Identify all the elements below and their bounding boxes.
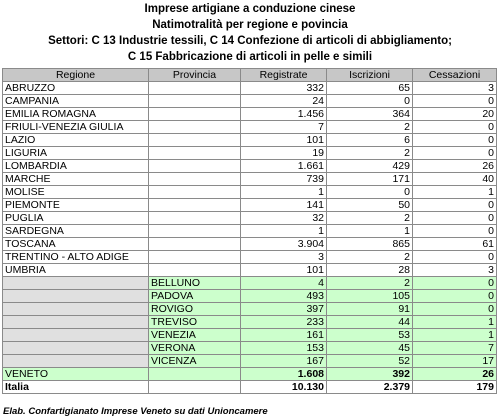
- table-row: [3, 108, 497, 121]
- registrate-cell: 1: [241, 225, 327, 238]
- iscrizioni-cell: 91: [327, 303, 413, 316]
- registrate-cell: 1.608: [241, 368, 327, 381]
- iscrizioni-cell: 53: [327, 329, 413, 342]
- iscrizioni-cell: 52: [327, 355, 413, 368]
- cessazioni-cell: 0: [413, 134, 497, 147]
- regione-cell: TOSCANA: [3, 238, 149, 251]
- registrate-cell: 3: [241, 251, 327, 264]
- provincia-cell: BELLUNO: [149, 277, 241, 290]
- table-row: [3, 147, 497, 160]
- registrate-cell: 3.904: [241, 238, 327, 251]
- column-header-provincia: Provincia: [149, 69, 241, 82]
- regione-cell: [3, 277, 149, 290]
- registrate-cell: 24: [241, 95, 327, 108]
- regione-cell: MOLISE: [3, 186, 149, 199]
- iscrizioni-cell: 2: [327, 212, 413, 225]
- table-row: [3, 186, 497, 199]
- cessazioni-cell: 0: [413, 147, 497, 160]
- iscrizioni-cell: 0: [327, 95, 413, 108]
- cessazioni-cell: 7: [413, 342, 497, 355]
- registrate-cell: 4: [241, 277, 327, 290]
- cessazioni-cell: 0: [413, 251, 497, 264]
- registrate-cell: 101: [241, 264, 327, 277]
- table-row: [3, 160, 497, 173]
- iscrizioni-cell: 2: [327, 251, 413, 264]
- iscrizioni-cell: 429: [327, 160, 413, 173]
- source-footnote: Elab. Confartigianato Imprese Veneto su dati Unioncamere: [3, 406, 268, 417]
- veneto-province-row: [3, 329, 497, 342]
- iscrizioni-cell: 6: [327, 134, 413, 147]
- iscrizioni-cell: 2.379: [327, 381, 413, 394]
- table-row: [3, 199, 497, 212]
- cessazioni-cell: 0: [413, 95, 497, 108]
- table-row: [3, 121, 497, 134]
- iscrizioni-cell: 2: [327, 277, 413, 290]
- provincia-cell: [149, 95, 241, 108]
- veneto-province-row: [3, 342, 497, 355]
- cessazioni-cell: 61: [413, 238, 497, 251]
- veneto-province-row: [3, 290, 497, 303]
- registrate-cell: 10.130: [241, 381, 327, 394]
- title-line-4: C 15 Fabbricazione di articoli in pelle e simili: [127, 51, 373, 63]
- iscrizioni-cell: 865: [327, 238, 413, 251]
- table-row: [3, 238, 497, 251]
- cessazioni-cell: 1: [413, 186, 497, 199]
- iscrizioni-cell: 45: [327, 342, 413, 355]
- provincia-cell: [149, 225, 241, 238]
- regione-cell: [3, 303, 149, 316]
- regione-cell: PUGLIA: [3, 212, 149, 225]
- cessazioni-cell: 17: [413, 355, 497, 368]
- cessazioni-cell: 3: [413, 82, 497, 95]
- provincia-cell: [149, 381, 241, 394]
- title-line-1: Imprese artigiane a conduzione cinese: [144, 3, 356, 15]
- provincia-cell: [149, 186, 241, 199]
- regione-cell: LAZIO: [3, 134, 149, 147]
- registrate-cell: 153: [241, 342, 327, 355]
- regione-cell: MARCHE: [3, 173, 149, 186]
- cessazioni-cell: 0: [413, 303, 497, 316]
- cessazioni-cell: 0: [413, 290, 497, 303]
- table-row: [3, 251, 497, 264]
- column-header-iscrizioni: Iscrizioni: [327, 69, 413, 82]
- regione-cell: PIEMONTE: [3, 199, 149, 212]
- registrate-cell: 1.661: [241, 160, 327, 173]
- registrate-cell: 101: [241, 134, 327, 147]
- provincia-cell: VICENZA: [149, 355, 241, 368]
- cessazioni-cell: 26: [413, 160, 497, 173]
- iscrizioni-cell: 50: [327, 199, 413, 212]
- veneto-province-row: [3, 355, 497, 368]
- registrate-cell: 141: [241, 199, 327, 212]
- iscrizioni-cell: 28: [327, 264, 413, 277]
- column-header-registrate: Registrate: [241, 69, 327, 82]
- iscrizioni-cell: 1: [327, 225, 413, 238]
- cessazioni-cell: 40: [413, 173, 497, 186]
- provincia-cell: [149, 368, 241, 381]
- provincia-cell: [149, 134, 241, 147]
- iscrizioni-cell: 65: [327, 82, 413, 95]
- iscrizioni-cell: 105: [327, 290, 413, 303]
- report-title-block: [0, 0, 500, 65]
- cessazioni-cell: 0: [413, 212, 497, 225]
- header-row: [3, 69, 497, 82]
- registrate-cell: 493: [241, 290, 327, 303]
- provincia-cell: [149, 82, 241, 95]
- regione-cell: LIGURIA: [3, 147, 149, 160]
- provincia-cell: [149, 173, 241, 186]
- registrate-cell: 397: [241, 303, 327, 316]
- column-header-cessazioni: Cessazioni: [413, 69, 497, 82]
- table-row: [3, 95, 497, 108]
- provincia-cell: [149, 238, 241, 251]
- cessazioni-cell: 0: [413, 121, 497, 134]
- table-row: [3, 173, 497, 186]
- table-body: [3, 82, 497, 394]
- regione-cell: [3, 329, 149, 342]
- cessazioni-cell: 26: [413, 368, 497, 381]
- cessazioni-cell: 1: [413, 316, 497, 329]
- regione-cell: CAMPANIA: [3, 95, 149, 108]
- registrate-cell: 167: [241, 355, 327, 368]
- regione-cell: SARDEGNA: [3, 225, 149, 238]
- italia-total-row: [3, 381, 497, 394]
- regione-cell: VENETO: [3, 368, 149, 381]
- provincia-cell: PADOVA: [149, 290, 241, 303]
- provincia-cell: [149, 199, 241, 212]
- provincia-cell: [149, 212, 241, 225]
- registrate-cell: 233: [241, 316, 327, 329]
- title-line-3: Settori: C 13 Industrie tessili, C 14 Confezione di articoli di abbigliamento;: [48, 35, 452, 47]
- provincia-cell: [149, 108, 241, 121]
- veneto-province-row: [3, 277, 497, 290]
- table-row: [3, 225, 497, 238]
- provincia-cell: TREVISO: [149, 316, 241, 329]
- provincia-cell: [149, 160, 241, 173]
- cessazioni-cell: 0: [413, 225, 497, 238]
- regione-cell: [3, 355, 149, 368]
- registrate-cell: 7: [241, 121, 327, 134]
- registrate-cell: 32: [241, 212, 327, 225]
- cessazioni-cell: 20: [413, 108, 497, 121]
- table-row: [3, 264, 497, 277]
- column-header-regione: Regione: [3, 69, 149, 82]
- provincia-cell: VERONA: [149, 342, 241, 355]
- regione-cell: [3, 316, 149, 329]
- data-table: [2, 68, 497, 394]
- provincia-cell: [149, 121, 241, 134]
- registrate-cell: 19: [241, 147, 327, 160]
- iscrizioni-cell: 44: [327, 316, 413, 329]
- iscrizioni-cell: 171: [327, 173, 413, 186]
- regione-cell: Italia: [3, 381, 149, 394]
- provincia-cell: [149, 147, 241, 160]
- cessazioni-cell: 179: [413, 381, 497, 394]
- veneto-province-row: [3, 316, 497, 329]
- iscrizioni-cell: 2: [327, 147, 413, 160]
- table-row: [3, 82, 497, 95]
- table-row: [3, 212, 497, 225]
- cessazioni-cell: 0: [413, 199, 497, 212]
- provincia-cell: [149, 264, 241, 277]
- regione-cell: LOMBARDIA: [3, 160, 149, 173]
- cessazioni-cell: 1: [413, 329, 497, 342]
- iscrizioni-cell: 0: [327, 186, 413, 199]
- regione-cell: FRIULI-VENEZIA GIULIA: [3, 121, 149, 134]
- iscrizioni-cell: 2: [327, 121, 413, 134]
- regione-cell: [3, 342, 149, 355]
- regione-cell: UMBRIA: [3, 264, 149, 277]
- provincia-cell: ROVIGO: [149, 303, 241, 316]
- cessazioni-cell: 3: [413, 264, 497, 277]
- veneto-total-row: [3, 368, 497, 381]
- registrate-cell: 1: [241, 186, 327, 199]
- regione-cell: [3, 290, 149, 303]
- regione-cell: TRENTINO - ALTO ADIGE: [3, 251, 149, 264]
- regione-cell: ABRUZZO: [3, 82, 149, 95]
- table-row: [3, 134, 497, 147]
- regione-cell: EMILIA ROMAGNA: [3, 108, 149, 121]
- iscrizioni-cell: 364: [327, 108, 413, 121]
- registrate-cell: 161: [241, 329, 327, 342]
- provincia-cell: [149, 251, 241, 264]
- registrate-cell: 1.456: [241, 108, 327, 121]
- registrate-cell: 332: [241, 82, 327, 95]
- cessazioni-cell: 0: [413, 277, 497, 290]
- provincia-cell: VENEZIA: [149, 329, 241, 342]
- title-line-2: Natimotralità per regione e povincia: [152, 19, 348, 31]
- veneto-province-row: [3, 303, 497, 316]
- iscrizioni-cell: 392: [327, 368, 413, 381]
- registrate-cell: 739: [241, 173, 327, 186]
